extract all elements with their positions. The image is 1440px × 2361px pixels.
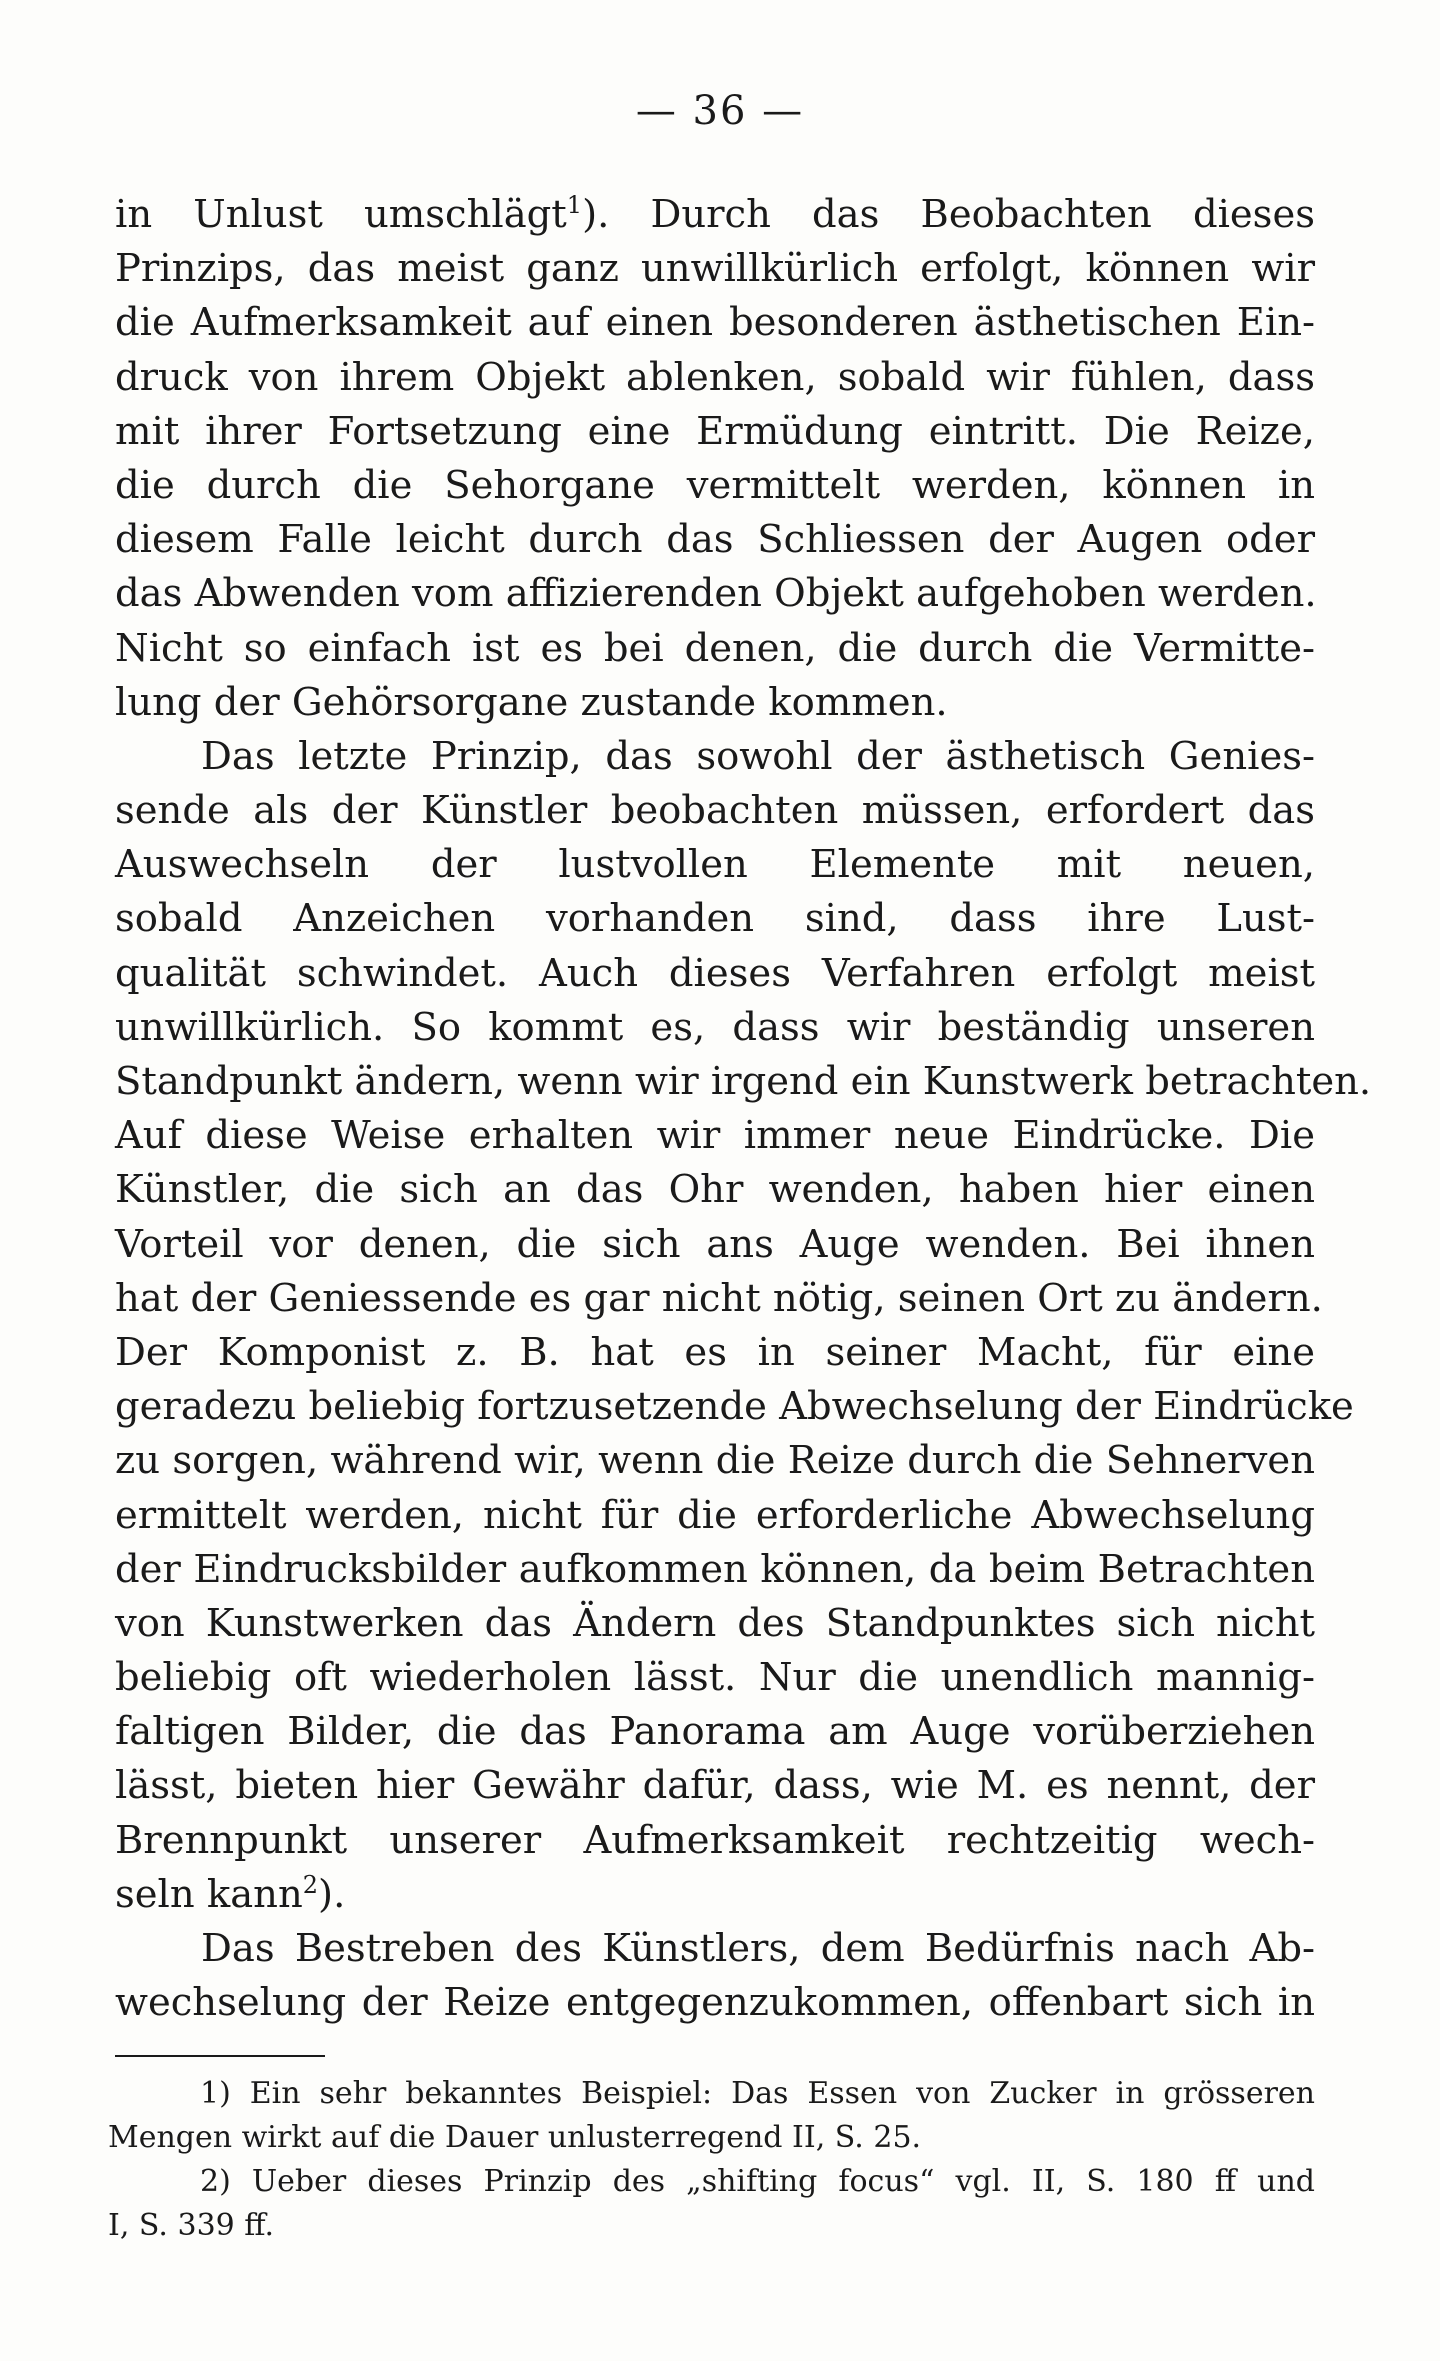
- text-line: Standpunkt ändern, wenn wir irgend ein Kunstwerk betrachten.: [115, 1059, 1372, 1104]
- text-line: diesem Falle leicht durch das Schliessen der Augen oder: [115, 517, 1315, 563]
- text-line: wechselung der Reize entgegenzukommen, offenbart sich in: [115, 1980, 1315, 2026]
- text-line: Prinzips, das meist ganz unwillkürlich erfolgt, können wir: [115, 246, 1315, 292]
- text-line: Der Komponist z. B. hat es in seiner Macht, für eine: [115, 1329, 1315, 1375]
- text-line: mit ihrer Fortsetzung eine Ermüdung eintritt. Die Reize,: [115, 408, 1315, 454]
- footnote-line: I, S. 339 ff.: [108, 2208, 275, 2243]
- page-number: — 36 —: [635, 88, 805, 134]
- text-line: beliebig oft wiederholen lässt. Nur die unendlich mannig-: [115, 1655, 1315, 1701]
- text-line: lässt, bieten hier Gewähr dafür, dass, wie M. es nennt, der: [115, 1763, 1315, 1809]
- text-line: lung der Gehörsorgane zustande kommen.: [115, 679, 948, 725]
- text-line: Das letzte Prinzip, das sowohl der ästhetisch Genies-: [201, 733, 1315, 779]
- text-line-end: ). Durch das Beobachten dieses: [582, 192, 1315, 237]
- text-line-start: seln kann: [115, 1871, 303, 1917]
- text-line: Nicht so einfach ist es bei denen, die durch die Vermitte-: [115, 625, 1315, 671]
- text-line: sobald Anzeichen vorhanden sind, dass ihre Lust-: [115, 896, 1315, 942]
- text-line: Vorteil vor denen, die sich ans Auge wenden. Bei ihnen: [115, 1221, 1315, 1267]
- footnotes: [108, 2072, 1315, 2248]
- footnote-line: 1) Ein sehr bekanntes Beispiel: Das Essen von Zucker in grösseren: [200, 2076, 1315, 2111]
- text-line: der Eindrucksbilder aufkommen können, da beim Betrachten: [115, 1546, 1315, 1592]
- body-text: [115, 188, 1372, 2030]
- text-line: druck von ihrem Objekt ablenken, sobald wir fühlen, dass: [115, 354, 1315, 400]
- text-line-end: ).: [318, 1871, 346, 1917]
- footnote-line: 2) Ueber dieses Prinzip des „shifting focus“ vgl. II, S. 180 ff und: [200, 2164, 1315, 2199]
- text-line: die Aufmerksamkeit auf einen besonderen ästhetischen Ein-: [115, 300, 1315, 346]
- text-line: Brennpunkt unserer Aufmerksamkeit rechtzeitig wech-: [115, 1817, 1315, 1863]
- text-line: Auswechseln der lustvollen Elemente mit neuen,: [115, 842, 1315, 888]
- text-line: die durch die Sehorgane vermittelt werden, können in: [115, 462, 1315, 508]
- text-line: von Kunstwerken das Ändern des Standpunktes sich nicht: [115, 1600, 1315, 1646]
- footnote-divider: [115, 2055, 325, 2057]
- text-line: das Abwenden vom affizierenden Objekt aufgehoben werden.: [115, 571, 1317, 617]
- text-line: ermittelt werden, nicht für die erforderliche Abwechselung: [115, 1492, 1315, 1538]
- text-line: geradezu beliebig fortzusetzende Abwechselung der Eindrücke: [115, 1384, 1354, 1430]
- footnote-mark-2: 2: [302, 1870, 319, 1899]
- text-line: sende als der Künstler beobachten müssen, erfordert das: [115, 788, 1315, 834]
- text-line: hat der Geniessende es gar nicht nötig, seinen Ort zu ändern.: [115, 1275, 1323, 1321]
- text-line-start: in Unlust umschlägt: [115, 192, 567, 237]
- text-line: Künstler, die sich an das Ohr wenden, haben hier einen: [115, 1167, 1315, 1213]
- footnote-mark-1: 1: [566, 191, 583, 220]
- text-line: [115, 1868, 1315, 1922]
- text-line: [115, 188, 1315, 242]
- text-line: qualität schwindet. Auch dieses Verfahren erfolgt meist: [115, 950, 1315, 996]
- text-line: unwillkürlich. So kommt es, dass wir beständig unseren: [115, 1004, 1315, 1050]
- text-line: faltigen Bilder, die das Panorama am Auge vorüberziehen: [115, 1709, 1315, 1755]
- text-line: zu sorgen, während wir, wenn die Reize durch die Sehnerven: [115, 1438, 1315, 1484]
- text-line: Das Bestreben des Künstlers, dem Bedürfnis nach Ab-: [201, 1926, 1315, 1971]
- text-line: Auf diese Weise erhalten wir immer neue Eindrücke. Die: [115, 1113, 1315, 1159]
- footnote-line: Mengen wirkt auf die Dauer unlusterregend II, S. 25.: [108, 2120, 922, 2155]
